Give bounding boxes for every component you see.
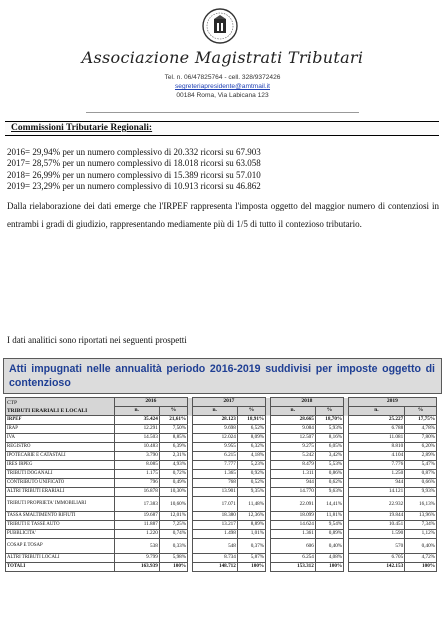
cell-count: 13.901	[192, 488, 237, 497]
table-total-row	[6, 563, 437, 572]
cell-count: 1.175	[114, 470, 159, 479]
cell-percent: 9,54%	[315, 521, 343, 530]
cell-percent: 5,47%	[405, 461, 437, 470]
cell-count: 9.084	[270, 425, 315, 434]
email-link[interactable]: segreteriapresidente@amtmail.it	[174, 83, 271, 90]
cell-percent: 6,32%	[237, 443, 265, 452]
ctp-table	[5, 397, 437, 572]
cell-count: 9.799	[114, 554, 159, 563]
row-label: COSAP E TOSAP	[6, 539, 115, 554]
cell-count: 944	[270, 479, 315, 488]
cell-percent: 100%	[405, 563, 437, 572]
section-heading-box	[5, 121, 439, 136]
table-heading: Atti impugnati nelle annualità periodo 2016-2019 suddivisi per imposte oggetto di contenzioso	[9, 363, 435, 389]
cell-percent: 12,36%	[237, 512, 265, 521]
cell-count: 19.687	[114, 512, 159, 521]
cell-count: 1.311	[270, 470, 315, 479]
year-2019-header: 2019	[348, 398, 436, 407]
cell-percent: 0,87%	[405, 470, 437, 479]
row-label: PUBBLICITA'	[6, 530, 115, 539]
table-row	[6, 554, 437, 563]
year-2016-header: 2016	[114, 398, 188, 407]
cell-count: 9.275	[270, 443, 315, 452]
row-label: IRPEF	[6, 416, 115, 425]
year-header-row	[6, 398, 437, 407]
cell-count: 1.498	[192, 530, 237, 539]
table-row	[6, 497, 437, 512]
cell-percent: 16,13%	[405, 497, 437, 512]
cell-percent: 3,42%	[315, 452, 343, 461]
cell-count: 14.770	[270, 488, 315, 497]
ctp-label: CTP	[7, 400, 18, 406]
cell-percent: 5,98%	[159, 554, 187, 563]
row-label: TRIBUTI DOGANALI	[6, 470, 115, 479]
cell-percent: 18,70%	[315, 416, 343, 425]
cell-count: 14.503	[114, 434, 159, 443]
cell-percent: 4,93%	[159, 461, 187, 470]
cell-count: 28.665	[270, 416, 315, 425]
table-row	[6, 452, 437, 461]
cell-percent: 7,34%	[405, 521, 437, 530]
cell-count: 163.939	[114, 563, 159, 572]
cell-percent: 0,72%	[159, 470, 187, 479]
cell-percent: 1,01%	[237, 530, 265, 539]
table-heading-box	[3, 358, 442, 394]
cell-percent: 18,91%	[237, 416, 265, 425]
cell-percent: 0,74%	[159, 530, 187, 539]
cell-percent: 5,87%	[237, 554, 265, 563]
cell-percent: 11,48%	[237, 497, 265, 512]
cell-percent: 100%	[237, 563, 265, 572]
col-n-header: n.	[192, 407, 237, 416]
ctp-table-container	[5, 397, 437, 633]
cell-percent: 5,93%	[315, 425, 343, 434]
row-label: IVA	[6, 434, 115, 443]
cell-percent: 8,85%	[159, 434, 187, 443]
stat-line-2016: 2016= 29,94% per un numero complessivo di 20.332 ricorsi su 67.903	[7, 147, 261, 157]
cell-count: 7.777	[192, 461, 237, 470]
body-paragraph: Dalla rielaborazione dei dati emerge che l'IRPEF rappresenta l'imposta oggetto del maggior numero di contenziosi in entrambi i gradi di giudizio, rappresentando mediamente più di 1/5 di tutto il contezioso tributario.	[7, 201, 439, 229]
cell-count: 16.878	[114, 488, 159, 497]
cell-percent: 1,12%	[405, 530, 437, 539]
cell-percent: 7,50%	[159, 425, 187, 434]
section-title: Commissioni Tributarie Regionali:	[11, 123, 153, 133]
cell-percent: 100%	[315, 563, 343, 572]
year-2017-header: 2017	[192, 398, 266, 407]
cell-count: 12.507	[270, 434, 315, 443]
year-2018-header: 2018	[270, 398, 344, 407]
cell-count: 6.705	[348, 554, 405, 563]
table-row	[6, 512, 437, 521]
table-row	[6, 479, 437, 488]
cell-count: 28.123	[192, 416, 237, 425]
cell-count: 8.479	[270, 461, 315, 470]
cell-count: 570	[348, 539, 405, 554]
cell-count: 148.712	[192, 563, 237, 572]
cell-percent: 0,89%	[315, 530, 343, 539]
cell-count: 14.121	[348, 488, 405, 497]
cell-count: 14.624	[270, 521, 315, 530]
cell-count: 6.788	[348, 425, 405, 434]
cell-count: 10.483	[114, 443, 159, 452]
cell-percent: 0,49%	[159, 479, 187, 488]
cell-percent: 8,16%	[315, 434, 343, 443]
cell-percent: 10,60%	[159, 497, 187, 512]
table-row	[6, 470, 437, 479]
cell-count: 4.104	[348, 452, 405, 461]
cell-percent: 100%	[159, 563, 187, 572]
cell-count: 1.220	[114, 530, 159, 539]
cell-count: 12.291	[114, 425, 159, 434]
cell-percent: 14,41%	[315, 497, 343, 512]
cell-count: 18.380	[192, 512, 237, 521]
cell-count: 19.844	[348, 512, 405, 521]
cell-count: 18.099	[270, 512, 315, 521]
cell-percent: 4,08%	[315, 554, 343, 563]
row-label: ALTRI TRIBUTI LOCALI	[6, 554, 115, 563]
cell-count: 8.734	[192, 554, 237, 563]
table-row	[6, 416, 437, 425]
cell-count: 538	[114, 539, 159, 554]
cell-count: 25.227	[348, 416, 405, 425]
table-row	[6, 434, 437, 443]
cell-count: 17.071	[192, 497, 237, 512]
cell-percent: 6,05%	[315, 443, 343, 452]
row-label: TRIBUTI PROPRIETA' IMMOBILIARI	[6, 497, 115, 512]
cell-percent: 17,75%	[405, 416, 437, 425]
cell-percent: 0,40%	[405, 539, 437, 554]
cell-percent: 0,92%	[237, 470, 265, 479]
ctp-table-body	[6, 416, 437, 572]
cell-percent: 0,86%	[315, 470, 343, 479]
cell-percent: 0,66%	[405, 479, 437, 488]
cell-percent: 0,37%	[237, 539, 265, 554]
table-intro-note: I dati analitici sono riportati nei seguenti prospetti	[7, 335, 187, 345]
address-line: 00184 Roma, Via Labicana 123	[176, 92, 269, 99]
row-label: ALTRI TRIBUTI ERARIALI	[6, 488, 115, 497]
cell-percent: 6,20%	[405, 443, 437, 452]
cell-count: 22.932	[348, 497, 405, 512]
cell-percent: 4,78%	[405, 425, 437, 434]
category-label: TRIBUTI ERARIALI E LOCALI	[7, 407, 88, 414]
stat-line-2017: 2017= 28,57% per un numero complessivo di 18.018 ricorsi su 63.058	[7, 158, 261, 169]
row-label: IPOTECARIE E CATASTALI	[6, 452, 115, 461]
table-row	[6, 443, 437, 452]
cell-count: 9.698	[192, 425, 237, 434]
cell-percent: 11,81%	[315, 512, 343, 521]
cell-count: 35.424	[114, 416, 159, 425]
cell-count: 142.153	[348, 563, 405, 572]
row-label: TASSA SMALTIMENTO RIFIUTI	[6, 512, 115, 521]
cell-percent: 2,31%	[159, 452, 187, 461]
cell-count: 6.215	[192, 452, 237, 461]
cell-count: 10.451	[348, 521, 405, 530]
cell-percent: 7,80%	[405, 434, 437, 443]
cell-count: 17.383	[114, 497, 159, 512]
cell-count: 8.085	[114, 461, 159, 470]
row-label: IRES IRPEG	[6, 461, 115, 470]
cell-count: 13.217	[192, 521, 237, 530]
cell-percent: 4,18%	[237, 452, 265, 461]
cell-count: 1.365	[192, 470, 237, 479]
row-label: REGISTRO	[6, 443, 115, 452]
association-logo	[191, 6, 249, 46]
cell-percent: 9,63%	[315, 488, 343, 497]
cell-percent: 21,61%	[159, 416, 187, 425]
cell-percent: 8,89%	[237, 521, 265, 530]
cell-count: 7.776	[348, 461, 405, 470]
cell-count: 12.024	[192, 434, 237, 443]
cell-count: 1.590	[348, 530, 405, 539]
col-pct-header: %	[159, 407, 187, 416]
col-pct-header: %	[237, 407, 265, 416]
cell-percent: 9,35%	[237, 488, 265, 497]
cell-count: 6.254	[270, 554, 315, 563]
cell-count: 606	[270, 539, 315, 554]
cell-count: 1.361	[270, 530, 315, 539]
cell-count: 768	[192, 479, 237, 488]
cell-percent: 6,52%	[237, 425, 265, 434]
cell-percent: 9,93%	[405, 488, 437, 497]
stat-line-2018: 2018= 26,99% per un numero complessivo di 15.389 ricorsi su 57.010	[7, 169, 261, 180]
cell-percent: 0,33%	[159, 539, 187, 554]
row-label: TOTALI	[6, 563, 115, 572]
contact-block	[0, 73, 445, 100]
cell-count: 11.081	[348, 434, 405, 443]
cell-count: 5.242	[270, 452, 315, 461]
cell-percent: 5,53%	[315, 461, 343, 470]
cell-percent: 4,72%	[405, 554, 437, 563]
cell-percent: 5,23%	[237, 461, 265, 470]
table-row	[6, 521, 437, 530]
phone-line: Tel. n. 06/47825764 - cell. 328/9372426	[164, 74, 281, 81]
table-row	[6, 539, 437, 554]
cell-percent: 12,01%	[159, 512, 187, 521]
stats-list	[7, 147, 261, 192]
cell-count: 1.250	[348, 470, 405, 479]
row-label: TRIBUTI E TASSE AUTO	[6, 521, 115, 530]
cell-count: 3.790	[114, 452, 159, 461]
col-pct-header: %	[405, 407, 437, 416]
ctp-header-cell	[6, 398, 115, 416]
cell-percent: 8,09%	[237, 434, 265, 443]
cell-percent: 2,89%	[405, 452, 437, 461]
cell-count: 11.887	[114, 521, 159, 530]
table-row	[6, 530, 437, 539]
row-label: IRAP	[6, 425, 115, 434]
row-label: CONTRIBUTO UNIFICATO	[6, 479, 115, 488]
header-divider	[86, 112, 359, 113]
association-name: Associazione Magistrati Tributari	[81, 48, 364, 67]
cell-count: 153.312	[270, 563, 315, 572]
stat-line-2019: 2019= 23,29% per un numero complessivo di 10.913 ricorsi su 46.862	[7, 180, 261, 191]
cell-percent: 0,62%	[315, 479, 343, 488]
table-row	[6, 488, 437, 497]
cell-count: 22.091	[270, 497, 315, 512]
col-pct-header: %	[315, 407, 343, 416]
col-n-header: n.	[348, 407, 405, 416]
cell-count: 9.955	[192, 443, 237, 452]
cell-percent: 0,52%	[237, 479, 265, 488]
cell-count: 548	[192, 539, 237, 554]
cell-percent: 0,40%	[315, 539, 343, 554]
col-n-header: n.	[270, 407, 315, 416]
cell-percent: 6,39%	[159, 443, 187, 452]
cell-count: 796	[114, 479, 159, 488]
cell-percent: 10,30%	[159, 488, 187, 497]
cell-count: 944	[348, 479, 405, 488]
cell-count: 8.810	[348, 443, 405, 452]
cell-percent: 7,25%	[159, 521, 187, 530]
table-row	[6, 425, 437, 434]
table-row	[6, 461, 437, 470]
cell-percent: 13,96%	[405, 512, 437, 521]
col-n-header: n.	[114, 407, 159, 416]
